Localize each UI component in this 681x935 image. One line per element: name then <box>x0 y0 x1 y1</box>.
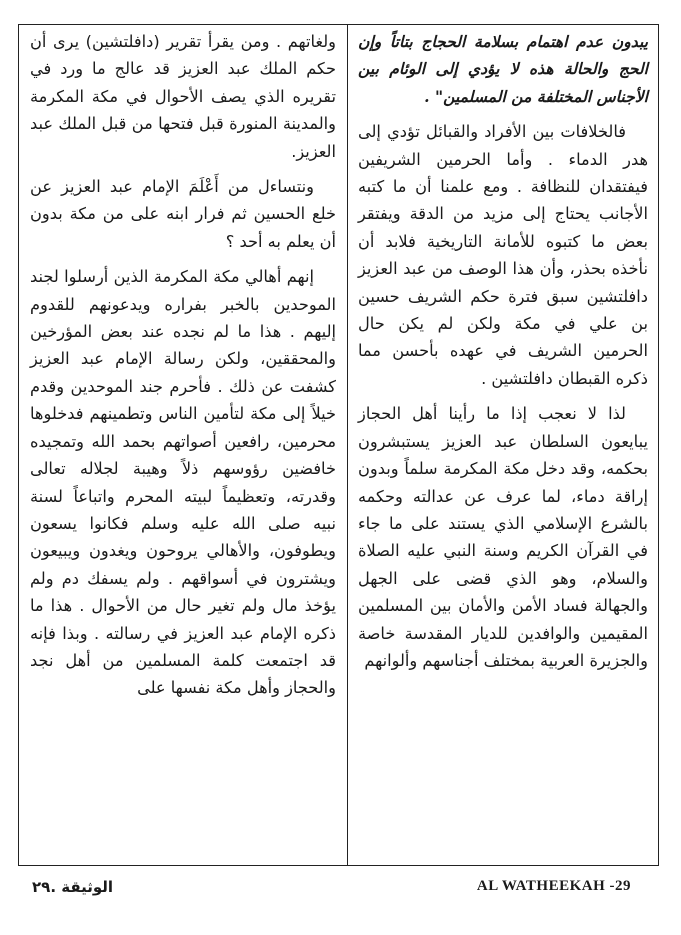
right-column <box>358 28 648 674</box>
paragraph: فالخلافات بين الأفراد والقبائل تؤدي إلى هدر الدماء . وأما الحرمين الشريفين فيفتقدان للنظافة . ومع علمنا أن ما كتبه الأجانب يحتاج إلى مزيد من الدقة ويفتقر بعض ما كتبوه للأمانة التاريخية فلابد أن نأخذه بحذر، وأن هذا الوصف من عبد العزيز دافلتشين سبق فترة حكم الشريف حسين بن علي في مكة ولكن لم يكن حال الحرمين الشريف في عهده بأحسن مما ذكره القبطان دافلتشين . <box>358 122 648 388</box>
footer-page-number-arabic: الوثيقة .٢٩ <box>32 878 114 896</box>
footer-page-number-latin: AL WATHEEKAH -29 <box>476 878 631 894</box>
paragraph: ونتساءل من أَعْلَمَ الإمام عبد العزيز عن خلع الحسين ثم فرار ابنه على من مكة بدون أن يعلم به أحد ؟ <box>30 177 336 251</box>
paragraph: إنهم أهالي مكة المكرمة الذين أرسلوا لجند الموحدين بالخبر بفراره ويدعونهم للقدوم إليهم . هذا ما لم نجده عند بعض المؤرخين والمحققين، ولكن رسالة الإمام عبد العزيز كشفت عن ذلك . فأحرم جند الموحدين وقدم خيلاً إلى مكة لتأمين الناس وتطمينهم فدخلوها محرمين، رافعين أصواتهم بحمد الله وتمجيده خافضين رؤوسهم ذلاً وهيبة لجلاله تعالى وقدرته، وتعظيماً لبيته المحرم واتباعاً لسنة نبيه صلى الله عليه وسلم فكانوا يسعون ويطوفون، والأهالي يروحون ويغدون ويبيعون ويشترون في أسواقهم . ولم يسفك دم ولم يؤخذ مال ولم تغير حال من الأحوال . هذا ما ذكره الإمام عبد العزيز في رسالته . وبذا فإنه قد اجتمعت كلمة المسلمين من أهل نجد والحجاز وأهل مكة نفسها على <box>30 267 336 698</box>
paragraph: لذا لا نعجب إذا ما رأينا أهل الحجاز يبايعون السلطان عبد العزيز يستبشرون بحكمه، وقد دخل مكة المكرمة سلماً وبدون إراقة دماء، لما عرف عن عدالته وحكمه بالشرع الإسلامي الذي يستند على ما جاء في القرآن الكريم وسنة النبي عليه الصلاة والسلام، وهو الذي قضى على الجهل والجهالة فساد الأمن والأمان بين المسلمين المقيمين والوافدين للديار المقدسة خاصة والجزيرة العربية بمختلف أجناسهم وألوانهم <box>358 404 648 670</box>
left-column <box>30 28 336 702</box>
quoted-passage: يبدون عدم اهتمام بسلامة الحجاج بتاتاً وإن الحج والحالة هذه لا يؤدي إلى الوئام بين الأجناس المختلفة من المسلمين" . <box>358 32 648 106</box>
paragraph: ولغاتهم . ومن يقرأ تقرير (دافلتشين) يرى أن حكم الملك عبد العزيز قد عالج ما ورد في تقريره الذي يصف الأحوال في مكة المكرمة والمدينة المنورة قبل فتحها من قبل الملك عبد العزيز. <box>30 32 336 161</box>
column-divider <box>347 24 348 866</box>
